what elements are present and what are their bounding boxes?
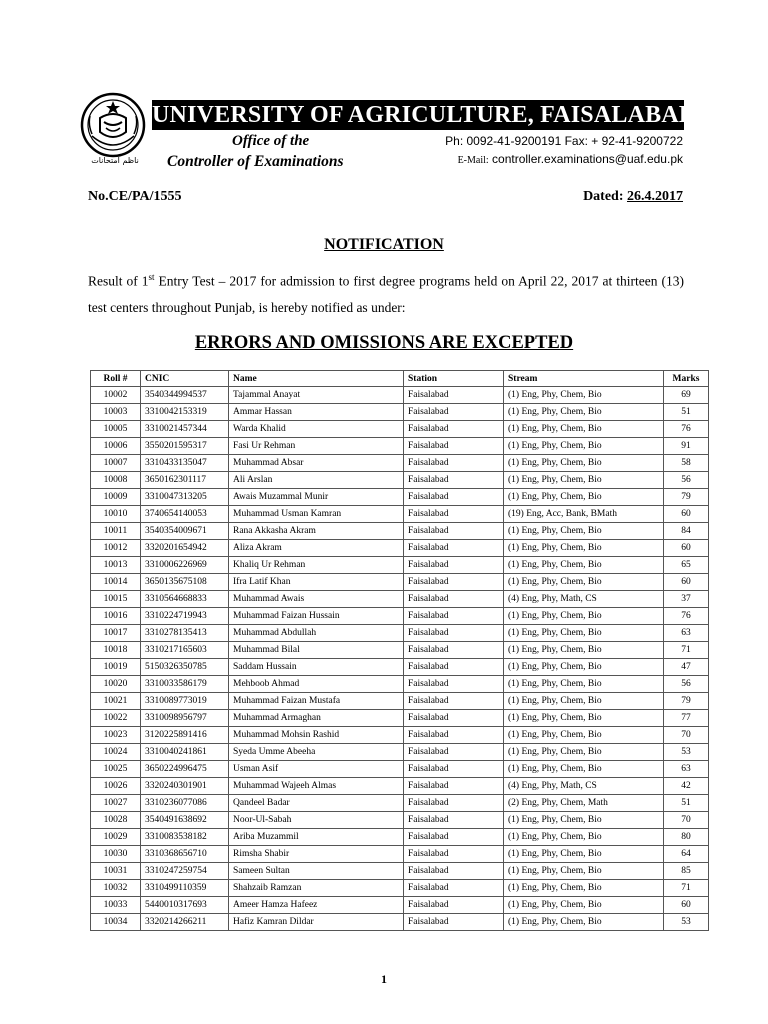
cell-cnic: 3310564668833 xyxy=(141,591,229,608)
office-line-2: Controller of Examinations xyxy=(167,153,344,170)
cell-stream: (1) Eng, Phy, Chem, Bio xyxy=(504,455,664,472)
cell-name: Khaliq Ur Rehman xyxy=(229,557,404,574)
cell-station: Faisalabad xyxy=(404,404,504,421)
cell-stream: (1) Eng, Phy, Chem, Bio xyxy=(504,761,664,778)
cell-station: Faisalabad xyxy=(404,642,504,659)
cell-name: Aliza Akram xyxy=(229,540,404,557)
intro-text-2: Entry Test – 2017 for admission to first degree programs held on April 22, 2017 at thirteen (13) test centers throughout Punjab, is hereby notified as under: xyxy=(88,273,684,315)
cell-marks: 70 xyxy=(664,812,709,829)
table-row xyxy=(91,523,709,540)
cell-name: Syeda Umme Abeeha xyxy=(229,744,404,761)
cell-cnic: 3310089773019 xyxy=(141,693,229,710)
cell-roll: 10010 xyxy=(91,506,141,523)
cell-station: Faisalabad xyxy=(404,710,504,727)
cell-cnic: 5440010317693 xyxy=(141,897,229,914)
cell-roll: 10015 xyxy=(91,591,141,608)
cell-stream: (19) Eng, Acc, Bank, BMath xyxy=(504,506,664,523)
cell-marks: 56 xyxy=(664,472,709,489)
cell-station: Faisalabad xyxy=(404,863,504,880)
cell-stream: (1) Eng, Phy, Chem, Bio xyxy=(504,846,664,863)
cell-marks: 80 xyxy=(664,829,709,846)
header-cnic: CNIC xyxy=(141,371,229,387)
table-row xyxy=(91,625,709,642)
cell-cnic: 3310033586179 xyxy=(141,676,229,693)
cell-name: Ammar Hassan xyxy=(229,404,404,421)
cell-roll: 10003 xyxy=(91,404,141,421)
dated-value: 26.4.2017 xyxy=(627,189,683,204)
cell-name: Awais Muzammal Munir xyxy=(229,489,404,506)
cell-roll: 10011 xyxy=(91,523,141,540)
cell-name: Mehboob Ahmad xyxy=(229,676,404,693)
cell-marks: 64 xyxy=(664,846,709,863)
email-label: E-Mail: xyxy=(457,155,489,166)
table-row xyxy=(91,846,709,863)
cell-station: Faisalabad xyxy=(404,693,504,710)
table-row xyxy=(91,455,709,472)
cell-roll: 10033 xyxy=(91,897,141,914)
cell-roll: 10034 xyxy=(91,914,141,931)
cell-roll: 10005 xyxy=(91,421,141,438)
cell-stream: (2) Eng, Phy, Chem, Math xyxy=(504,795,664,812)
cell-roll: 10006 xyxy=(91,438,141,455)
cell-cnic: 3310247259754 xyxy=(141,863,229,880)
university-seal-icon xyxy=(80,92,146,158)
cell-name: Rana Akkasha Akram xyxy=(229,523,404,540)
cell-name: Muhammad Awais xyxy=(229,591,404,608)
cell-name: Ali Arslan xyxy=(229,472,404,489)
table-row xyxy=(91,863,709,880)
cell-stream: (1) Eng, Phy, Chem, Bio xyxy=(504,829,664,846)
cell-cnic: 3310047313205 xyxy=(141,489,229,506)
cell-stream: (1) Eng, Phy, Chem, Bio xyxy=(504,676,664,693)
cell-roll: 10031 xyxy=(91,863,141,880)
cell-marks: 77 xyxy=(664,710,709,727)
cell-roll: 10023 xyxy=(91,727,141,744)
cell-stream: (1) Eng, Phy, Chem, Bio xyxy=(504,693,664,710)
cell-station: Faisalabad xyxy=(404,387,504,404)
cell-roll: 10030 xyxy=(91,846,141,863)
cell-name: Saddam Hussain xyxy=(229,659,404,676)
cell-marks: 65 xyxy=(664,557,709,574)
cell-roll: 10028 xyxy=(91,812,141,829)
cell-station: Faisalabad xyxy=(404,540,504,557)
cell-cnic: 3540354009671 xyxy=(141,523,229,540)
cell-marks: 60 xyxy=(664,897,709,914)
cell-name: Rimsha Shabir xyxy=(229,846,404,863)
cell-station: Faisalabad xyxy=(404,489,504,506)
cell-station: Faisalabad xyxy=(404,676,504,693)
cell-roll: 10027 xyxy=(91,795,141,812)
cell-name: Ifra Latif Khan xyxy=(229,574,404,591)
cell-cnic: 5150326350785 xyxy=(141,659,229,676)
cell-roll: 10002 xyxy=(91,387,141,404)
cell-name: Muhammad Faizan Mustafa xyxy=(229,693,404,710)
intro-text-1: Result of 1 xyxy=(88,273,149,289)
dated-label: Dated: xyxy=(583,189,624,204)
cell-cnic: 3540491638692 xyxy=(141,812,229,829)
cell-stream: (1) Eng, Phy, Chem, Bio xyxy=(504,710,664,727)
contact-email-line xyxy=(420,152,683,166)
cell-name: Hafiz Kamran Dildar xyxy=(229,914,404,931)
header-stream: Stream xyxy=(504,371,664,387)
table-row xyxy=(91,608,709,625)
cell-station: Faisalabad xyxy=(404,812,504,829)
cell-roll: 10017 xyxy=(91,625,141,642)
cell-roll: 10024 xyxy=(91,744,141,761)
cell-stream: (1) Eng, Phy, Chem, Bio xyxy=(504,812,664,829)
cell-marks: 47 xyxy=(664,659,709,676)
cell-marks: 63 xyxy=(664,625,709,642)
cell-stream: (1) Eng, Phy, Chem, Bio xyxy=(504,387,664,404)
cell-station: Faisalabad xyxy=(404,727,504,744)
table-row xyxy=(91,710,709,727)
cell-name: Muhammad Bilal xyxy=(229,642,404,659)
cell-name: Usman Asif xyxy=(229,761,404,778)
table-row xyxy=(91,744,709,761)
cell-marks: 37 xyxy=(664,591,709,608)
table-row xyxy=(91,642,709,659)
cell-cnic: 3310433135047 xyxy=(141,455,229,472)
cell-roll: 10025 xyxy=(91,761,141,778)
cell-roll: 10016 xyxy=(91,608,141,625)
cell-name: Muhammad Armaghan xyxy=(229,710,404,727)
cell-roll: 10012 xyxy=(91,540,141,557)
cell-cnic: 3310083538182 xyxy=(141,829,229,846)
university-name: UNIVERSITY OF AGRICULTURE, FAISALABAD xyxy=(152,102,697,128)
cell-name: Sameen Sultan xyxy=(229,863,404,880)
cell-station: Faisalabad xyxy=(404,829,504,846)
table-row xyxy=(91,557,709,574)
cell-stream: (1) Eng, Phy, Chem, Bio xyxy=(504,438,664,455)
cell-station: Faisalabad xyxy=(404,421,504,438)
table-row xyxy=(91,897,709,914)
table-row xyxy=(91,880,709,897)
cell-roll: 10026 xyxy=(91,778,141,795)
cell-station: Faisalabad xyxy=(404,846,504,863)
cell-stream: (1) Eng, Phy, Chem, Bio xyxy=(504,659,664,676)
cell-stream: (4) Eng, Phy, Math, CS xyxy=(504,778,664,795)
table-row xyxy=(91,778,709,795)
cell-roll: 10019 xyxy=(91,659,141,676)
cell-name: Ariba Muzammil xyxy=(229,829,404,846)
table-row xyxy=(91,421,709,438)
cell-cnic: 3310368656710 xyxy=(141,846,229,863)
cell-roll: 10007 xyxy=(91,455,141,472)
cell-name: Muhammad Wajeeh Almas xyxy=(229,778,404,795)
cell-marks: 53 xyxy=(664,914,709,931)
cell-marks: 60 xyxy=(664,540,709,557)
cell-roll: 10018 xyxy=(91,642,141,659)
cell-stream: (1) Eng, Phy, Chem, Bio xyxy=(504,608,664,625)
cell-cnic: 3310224719943 xyxy=(141,608,229,625)
table-row xyxy=(91,795,709,812)
cell-stream: (1) Eng, Phy, Chem, Bio xyxy=(504,523,664,540)
cell-cnic: 3310278135413 xyxy=(141,625,229,642)
intro-superscript: st xyxy=(148,272,155,282)
cell-station: Faisalabad xyxy=(404,591,504,608)
contact-phone: Ph: 0092-41-9200191 Fax: + 92-41-9200722 xyxy=(445,134,683,148)
cell-roll: 10009 xyxy=(91,489,141,506)
cell-cnic: 3540344994537 xyxy=(141,387,229,404)
cell-station: Faisalabad xyxy=(404,506,504,523)
cell-marks: 91 xyxy=(664,438,709,455)
cell-cnic: 3310042153319 xyxy=(141,404,229,421)
cell-station: Faisalabad xyxy=(404,744,504,761)
cell-roll: 10014 xyxy=(91,574,141,591)
cell-stream: (4) Eng, Phy, Math, CS xyxy=(504,591,664,608)
table-header-row xyxy=(91,371,709,387)
cell-stream: (1) Eng, Phy, Chem, Bio xyxy=(504,625,664,642)
cell-marks: 60 xyxy=(664,574,709,591)
email-address: controller.examinations@uaf.edu.pk xyxy=(492,152,683,166)
cell-marks: 71 xyxy=(664,642,709,659)
cell-cnic: 3310499110359 xyxy=(141,880,229,897)
errors-heading: ERRORS AND OMISSIONS ARE EXCEPTED xyxy=(194,333,574,353)
cell-stream: (1) Eng, Phy, Chem, Bio xyxy=(504,489,664,506)
cell-station: Faisalabad xyxy=(404,523,504,540)
cell-station: Faisalabad xyxy=(404,778,504,795)
cell-marks: 51 xyxy=(664,795,709,812)
cell-cnic: 3740654140053 xyxy=(141,506,229,523)
cell-cnic: 3310040241861 xyxy=(141,744,229,761)
cell-roll: 10020 xyxy=(91,676,141,693)
cell-marks: 56 xyxy=(664,676,709,693)
cell-cnic: 3310021457344 xyxy=(141,421,229,438)
cell-name: Warda Khalid xyxy=(229,421,404,438)
cell-marks: 63 xyxy=(664,761,709,778)
header-roll: Roll # xyxy=(91,371,141,387)
cell-cnic: 3310098956797 xyxy=(141,710,229,727)
logo-caption: ناظم امتحانات xyxy=(91,156,139,165)
cell-marks: 76 xyxy=(664,421,709,438)
table-row xyxy=(91,387,709,404)
cell-station: Faisalabad xyxy=(404,574,504,591)
cell-name: Fasi Ur Rehman xyxy=(229,438,404,455)
reference-number: No.CE/PA/1555 xyxy=(88,189,182,204)
notification-title: NOTIFICATION xyxy=(324,236,444,253)
table-row xyxy=(91,812,709,829)
cell-cnic: 3320214266211 xyxy=(141,914,229,931)
cell-name: Muhammad Usman Kamran xyxy=(229,506,404,523)
cell-name: Ameer Hamza Hafeez xyxy=(229,897,404,914)
cell-stream: (1) Eng, Phy, Chem, Bio xyxy=(504,421,664,438)
cell-station: Faisalabad xyxy=(404,625,504,642)
cell-marks: 53 xyxy=(664,744,709,761)
cell-cnic: 3310217165603 xyxy=(141,642,229,659)
notification-intro xyxy=(88,264,684,321)
cell-cnic: 3320201654942 xyxy=(141,540,229,557)
table-row xyxy=(91,472,709,489)
cell-marks: 71 xyxy=(664,880,709,897)
cell-cnic: 3310006226969 xyxy=(141,557,229,574)
cell-marks: 70 xyxy=(664,727,709,744)
table-row xyxy=(91,540,709,557)
cell-roll: 10008 xyxy=(91,472,141,489)
cell-marks: 85 xyxy=(664,863,709,880)
table-row xyxy=(91,761,709,778)
office-line-1: Office of the xyxy=(232,133,310,149)
cell-stream: (1) Eng, Phy, Chem, Bio xyxy=(504,574,664,591)
cell-station: Faisalabad xyxy=(404,795,504,812)
table-row xyxy=(91,404,709,421)
cell-marks: 79 xyxy=(664,693,709,710)
cell-station: Faisalabad xyxy=(404,455,504,472)
cell-station: Faisalabad xyxy=(404,659,504,676)
cell-stream: (1) Eng, Phy, Chem, Bio xyxy=(504,642,664,659)
cell-cnic: 3650162301117 xyxy=(141,472,229,489)
cell-name: Tajammal Anayat xyxy=(229,387,404,404)
header-marks: Marks xyxy=(664,371,709,387)
cell-name: Noor-Ul-Sabah xyxy=(229,812,404,829)
table-row xyxy=(91,591,709,608)
cell-station: Faisalabad xyxy=(404,897,504,914)
cell-station: Faisalabad xyxy=(404,472,504,489)
cell-station: Faisalabad xyxy=(404,880,504,897)
table-row xyxy=(91,489,709,506)
table-row xyxy=(91,438,709,455)
cell-cnic: 3550201595317 xyxy=(141,438,229,455)
cell-cnic: 3650135675108 xyxy=(141,574,229,591)
results-table xyxy=(90,370,709,931)
cell-stream: (1) Eng, Phy, Chem, Bio xyxy=(504,880,664,897)
cell-station: Faisalabad xyxy=(404,914,504,931)
cell-stream: (1) Eng, Phy, Chem, Bio xyxy=(504,863,664,880)
cell-stream: (1) Eng, Phy, Chem, Bio xyxy=(504,540,664,557)
cell-station: Faisalabad xyxy=(404,438,504,455)
cell-name: Muhammad Absar xyxy=(229,455,404,472)
header-station: Station xyxy=(404,371,504,387)
table-row xyxy=(91,727,709,744)
cell-stream: (1) Eng, Phy, Chem, Bio xyxy=(504,897,664,914)
table-row xyxy=(91,829,709,846)
table-row xyxy=(91,574,709,591)
table-row xyxy=(91,506,709,523)
cell-roll: 10029 xyxy=(91,829,141,846)
table-row xyxy=(91,676,709,693)
cell-cnic: 3120225891416 xyxy=(141,727,229,744)
cell-marks: 42 xyxy=(664,778,709,795)
cell-marks: 79 xyxy=(664,489,709,506)
cell-roll: 10021 xyxy=(91,693,141,710)
cell-stream: (1) Eng, Phy, Chem, Bio xyxy=(504,557,664,574)
cell-stream: (1) Eng, Phy, Chem, Bio xyxy=(504,727,664,744)
cell-stream: (1) Eng, Phy, Chem, Bio xyxy=(504,914,664,931)
cell-station: Faisalabad xyxy=(404,557,504,574)
cell-marks: 69 xyxy=(664,387,709,404)
page-number: 1 xyxy=(381,972,387,986)
cell-roll: 10013 xyxy=(91,557,141,574)
cell-marks: 51 xyxy=(664,404,709,421)
dated-line xyxy=(460,189,683,205)
results-body xyxy=(91,387,709,931)
cell-roll: 10022 xyxy=(91,710,141,727)
cell-marks: 58 xyxy=(664,455,709,472)
cell-stream: (1) Eng, Phy, Chem, Bio xyxy=(504,744,664,761)
cell-marks: 84 xyxy=(664,523,709,540)
cell-name: Muhammad Abdullah xyxy=(229,625,404,642)
cell-marks: 60 xyxy=(664,506,709,523)
header-name: Name xyxy=(229,371,404,387)
cell-marks: 76 xyxy=(664,608,709,625)
cell-name: Muhammad Faizan Hussain xyxy=(229,608,404,625)
cell-name: Muhammad Mohsin Rashid xyxy=(229,727,404,744)
table-row xyxy=(91,659,709,676)
cell-cnic: 3650224996475 xyxy=(141,761,229,778)
cell-stream: (1) Eng, Phy, Chem, Bio xyxy=(504,404,664,421)
cell-name: Shahzaib Ramzan xyxy=(229,880,404,897)
cell-cnic: 3320240301901 xyxy=(141,778,229,795)
table-row xyxy=(91,693,709,710)
cell-station: Faisalabad xyxy=(404,761,504,778)
cell-station: Faisalabad xyxy=(404,608,504,625)
cell-cnic: 3310236077086 xyxy=(141,795,229,812)
cell-roll: 10032 xyxy=(91,880,141,897)
cell-name: Qandeel Badar xyxy=(229,795,404,812)
cell-stream: (1) Eng, Phy, Chem, Bio xyxy=(504,472,664,489)
table-row xyxy=(91,914,709,931)
